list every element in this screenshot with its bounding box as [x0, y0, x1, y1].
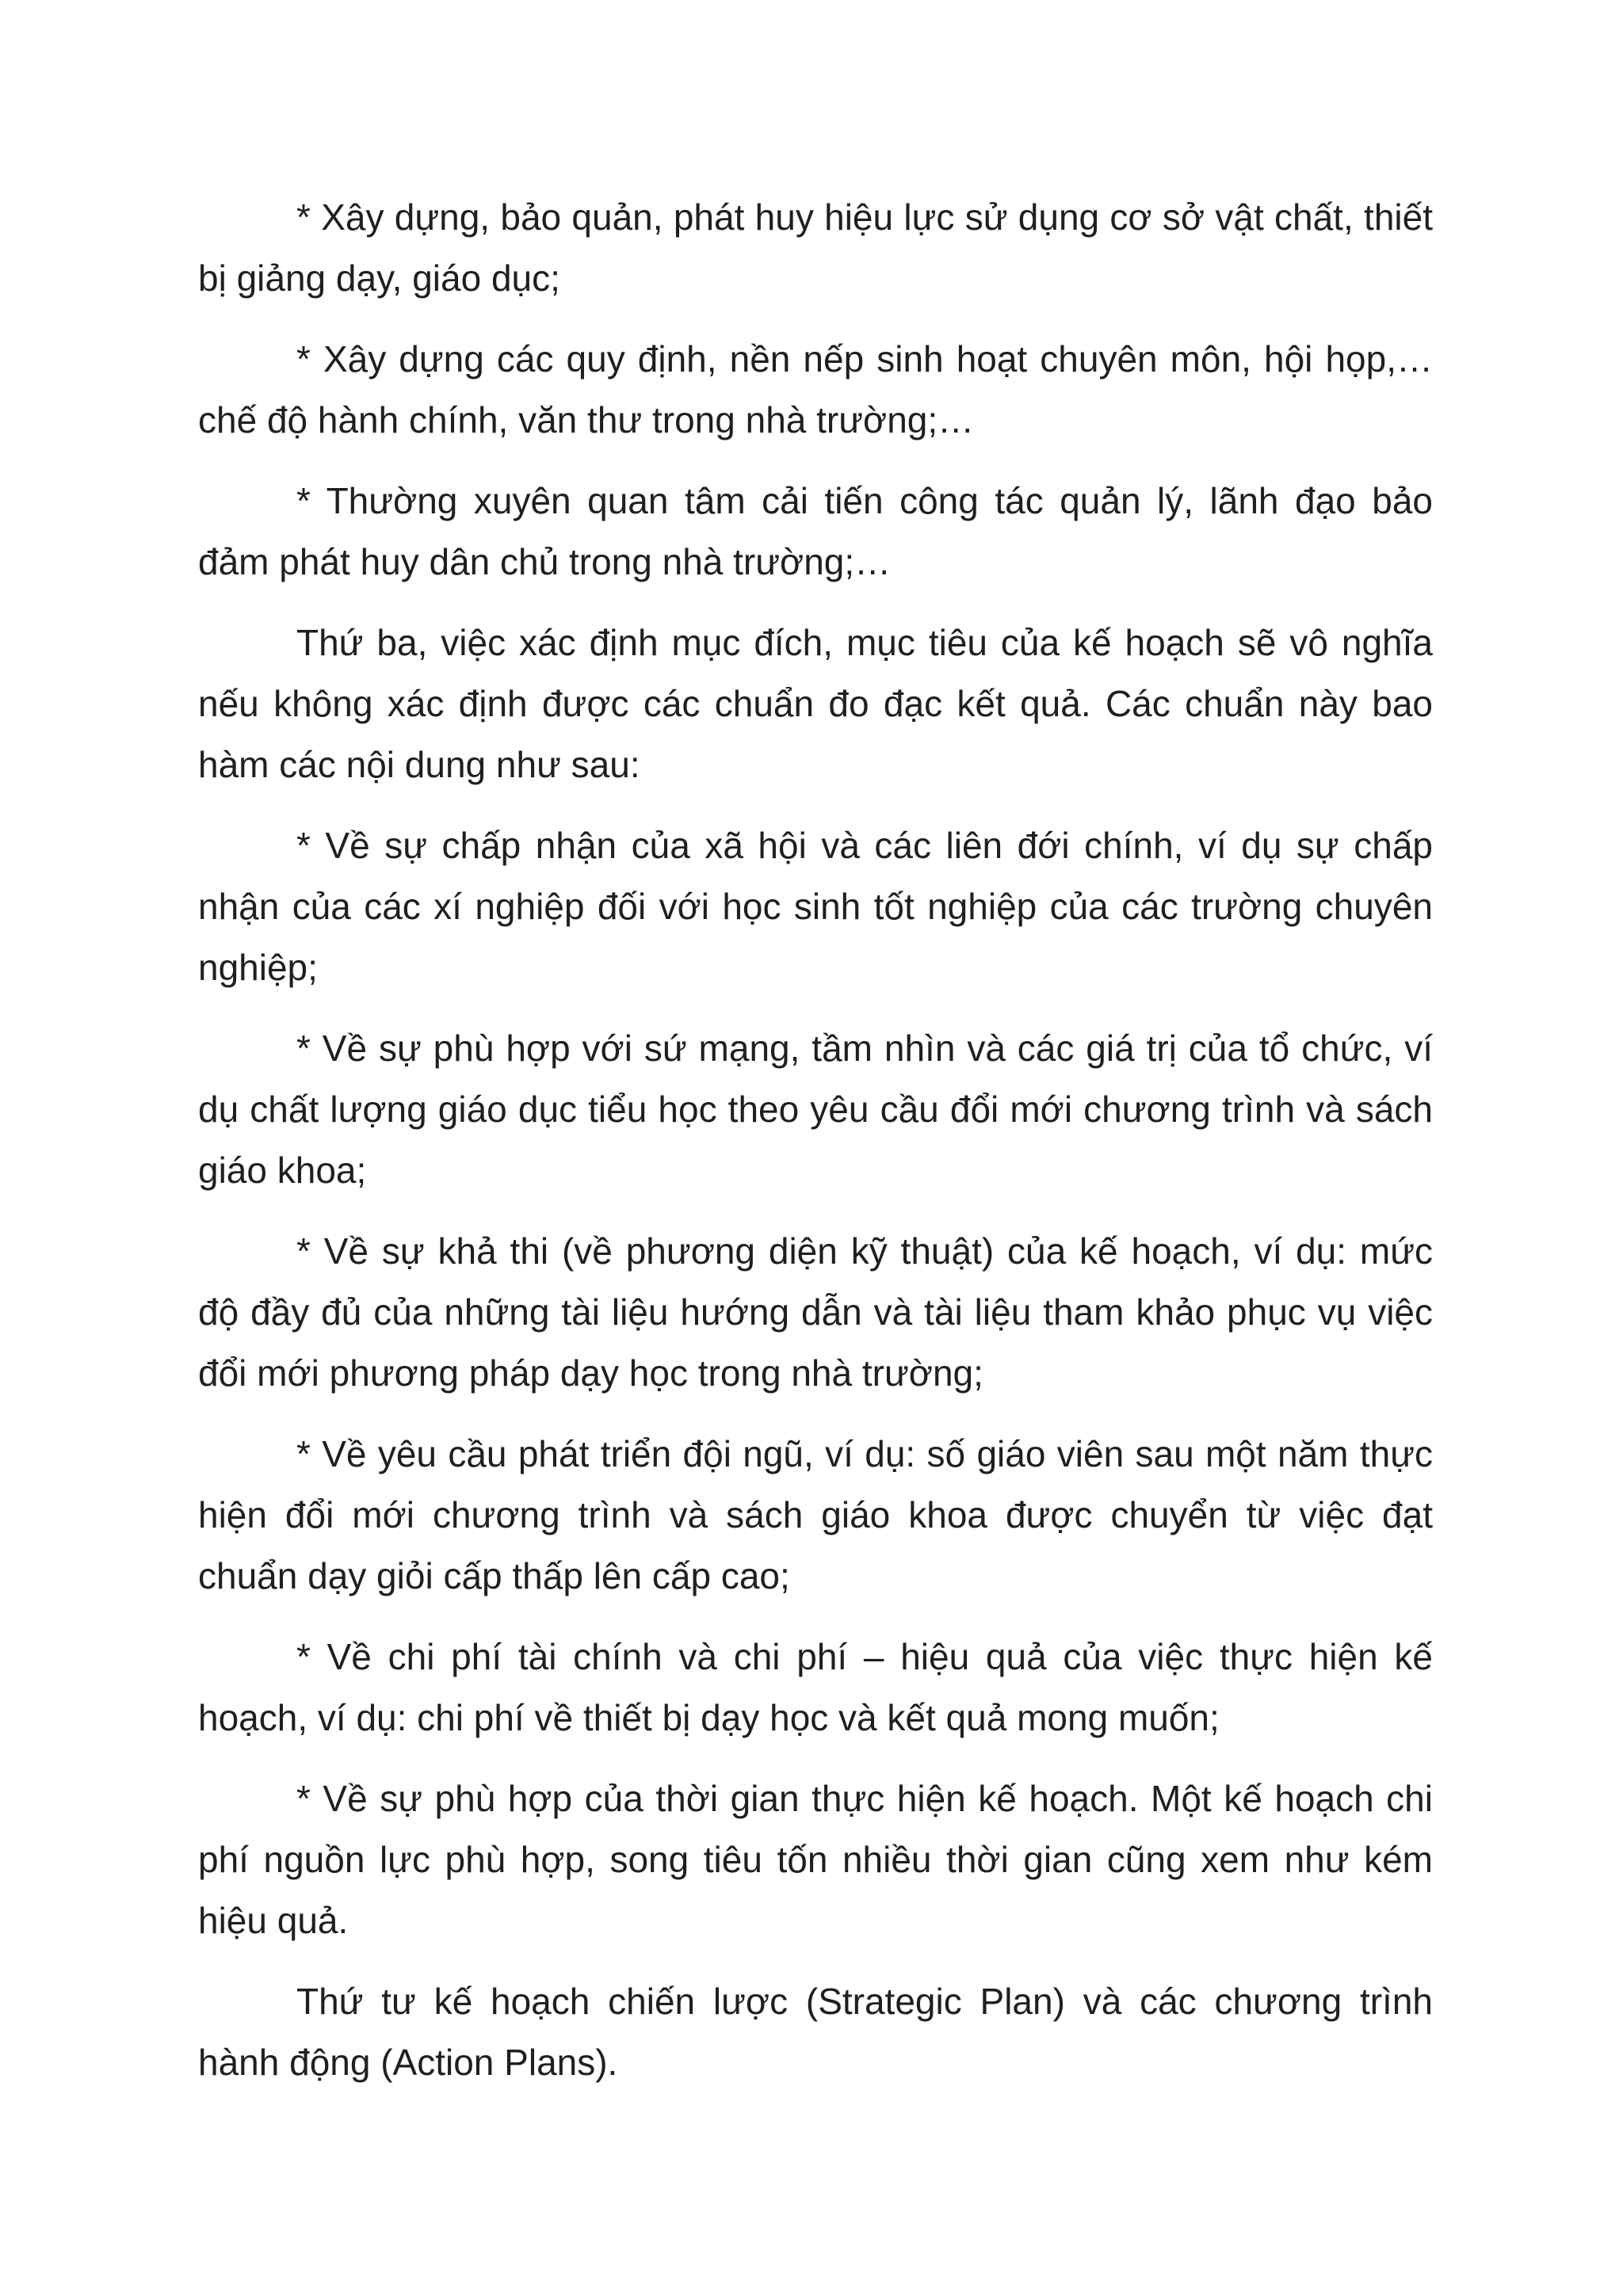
paragraph-regulations: * Xây dựng các quy định, nền nếp sinh hoạt chuyên môn, hội họp,… chế độ hành chính, văn thư trong nhà trường;… — [198, 338, 1433, 441]
paragraph-facilities: * Xây dựng, bảo quản, phát huy hiệu lực sử dụng cơ sở vật chất, thiết bị giảng dạy, giáo dục; — [198, 196, 1433, 299]
paragraph-fourth-point: Thứ tư kế hoạch chiến lược (Strategic Plan) và các chương trình hành động (Action Plans). — [198, 1981, 1433, 2083]
document-page — [198, 187, 1433, 2113]
paragraph-mission-fit: * Về sự phù hợp với sứ mạng, tầm nhìn và các giá trị của tổ chức, ví dụ chất lượng giáo dục tiểu học theo yêu cầu đổi mới chương trình và sách giáo khoa; — [198, 1028, 1433, 1191]
paragraph-third-point: Thứ ba, việc xác định mục đích, mục tiêu của kế hoạch sẽ vô nghĩa nếu không xác định được các chuẩn đo đạc kết quả. Các chuẩn này bao hàm các nội dung như sau: — [198, 622, 1433, 785]
paragraph-staff-development: * Về yêu cầu phát triển đội ngũ, ví dụ: số giáo viên sau một năm thực hiện đổi mới chương trình và sách giáo khoa được chuyển từ việc đạt chuẩn dạy giỏi cấp thấp lên cấp cao; — [198, 1433, 1433, 1596]
paragraph-time-fit: * Về sự phù hợp của thời gian thực hiện kế hoạch. Một kế hoạch chi phí nguồn lực phù hợp, song tiêu tốn nhiều thời gian cũng xem như kém hiệu quả. — [198, 1778, 1433, 1941]
paragraph-social-acceptance: * Về sự chấp nhận của xã hội và các liên đới chính, ví dụ sự chấp nhận của các xí nghiệp đối với học sinh tốt nghiệp của các trường chuyên nghiệp; — [198, 825, 1433, 988]
paragraph-management: * Thường xuyên quan tâm cải tiến công tác quản lý, lãnh đạo bảo đảm phát huy dân chủ trong nhà trường;… — [198, 480, 1433, 582]
paragraph-feasibility: * Về sự khả thi (về phương diện kỹ thuật) của kế hoạch, ví dụ: mức độ đầy đủ của những tài liệu hướng dẫn và tài liệu tham khảo phục vụ việc đổi mới phương pháp dạy học trong nhà trường; — [198, 1230, 1433, 1394]
paragraph-financial-cost: * Về chi phí tài chính và chi phí – hiệu quả của việc thực hiện kế hoạch, ví dụ: chi phí về thiết bị dạy học và kết quả mong muốn; — [198, 1636, 1433, 1738]
